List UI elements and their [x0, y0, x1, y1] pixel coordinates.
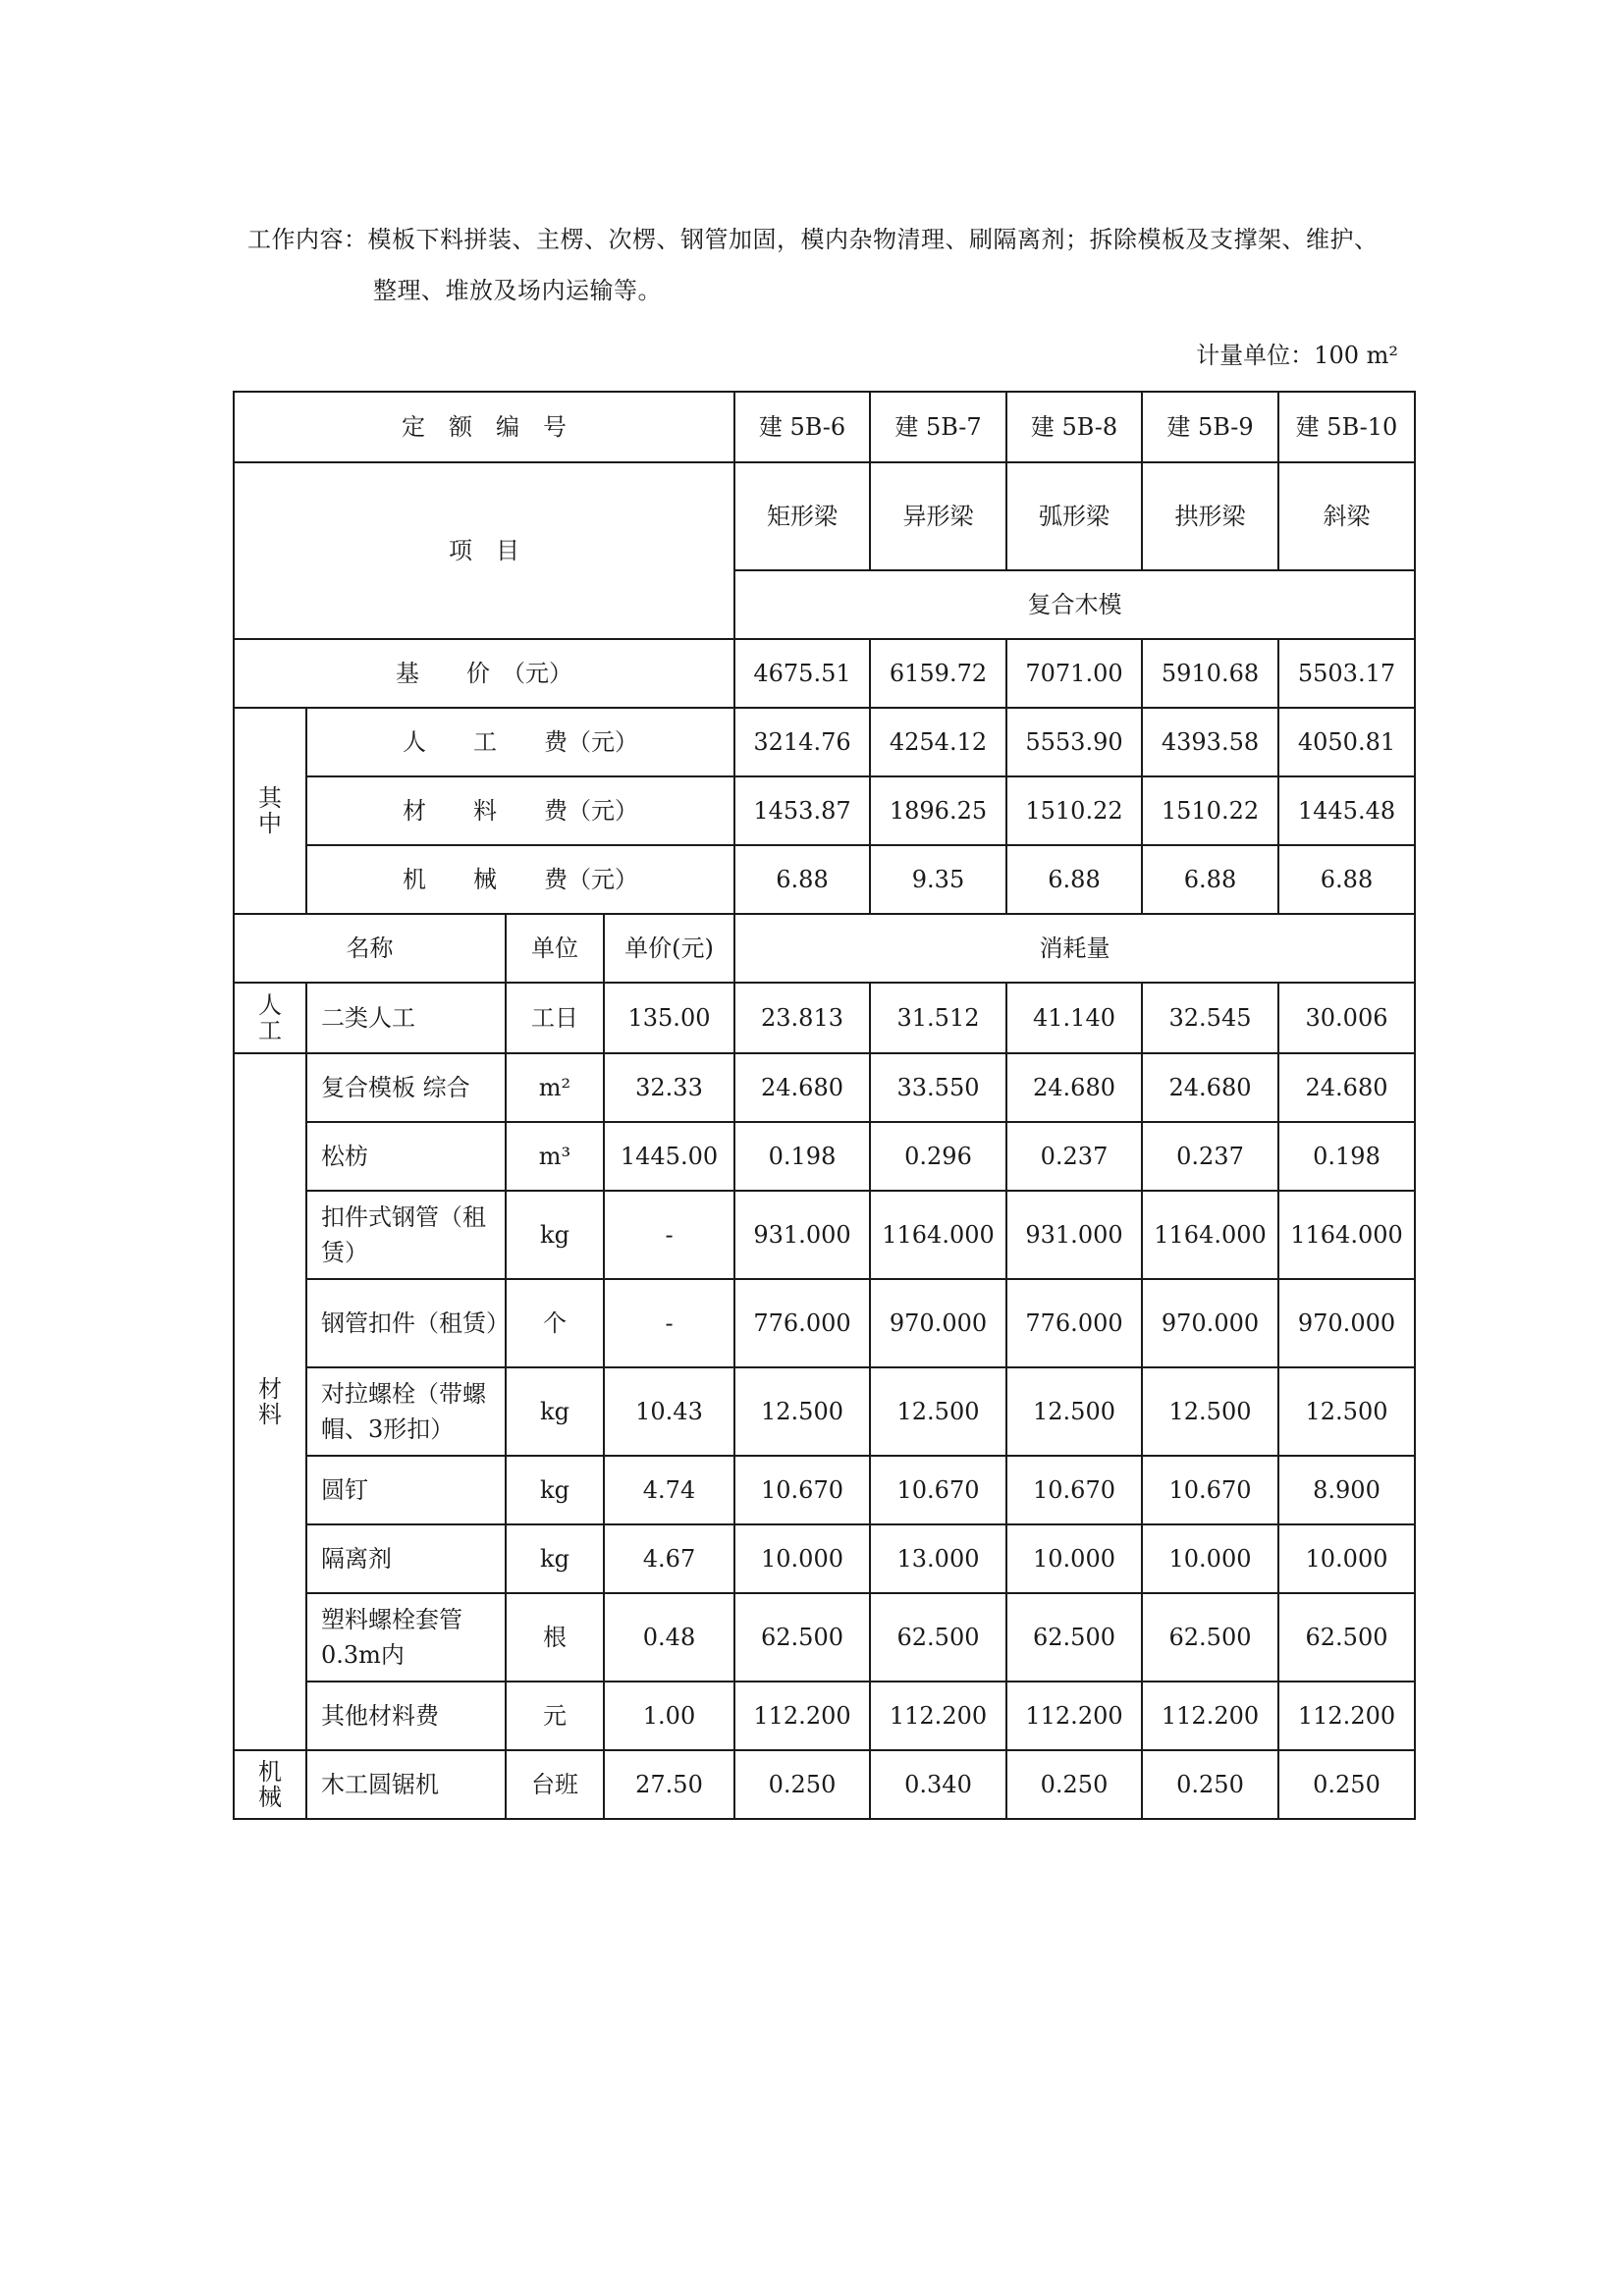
consumption-cell: 0.250	[734, 1750, 870, 1819]
item-name-cell: 矩形梁	[734, 462, 870, 570]
consumption-cell: 24.680	[1142, 1053, 1278, 1122]
consumption-cell: 1896.25	[870, 776, 1006, 845]
consumption-cell: 970.000	[1278, 1279, 1415, 1367]
resource-price: 0.48	[604, 1593, 734, 1682]
code-cell: 建 5B-9	[1142, 392, 1278, 462]
cost-row	[234, 708, 1415, 776]
consumption-cell: 0.237	[1006, 1122, 1142, 1191]
resource-price: -	[604, 1191, 734, 1279]
item-name-row	[234, 462, 1415, 570]
resource-name: 二类人工	[306, 983, 506, 1053]
group-label-char: 中	[258, 810, 282, 837]
group-label-char: 人	[258, 991, 282, 1019]
consumption-cell: 12.500	[734, 1367, 870, 1456]
consumption-cell: 112.200	[870, 1682, 1006, 1750]
item-name-cell: 拱形梁	[1142, 462, 1278, 570]
resource-price: 1445.00	[604, 1122, 734, 1191]
resource-price: -	[604, 1279, 734, 1367]
consumption-cell: 0.250	[1006, 1750, 1142, 1819]
consumption-cell: 4393.58	[1142, 708, 1278, 776]
consumption-cell: 62.500	[1142, 1593, 1278, 1682]
base-price-cell: 5503.17	[1278, 639, 1415, 708]
consumption-cell: 10.000	[734, 1524, 870, 1593]
consumption-cell: 10.670	[734, 1456, 870, 1524]
consumption-cell: 3214.76	[734, 708, 870, 776]
resource-unit: m²	[506, 1053, 604, 1122]
consumption-cell: 12.500	[1006, 1367, 1142, 1456]
consumption-cell: 10.000	[1278, 1524, 1415, 1593]
consumption-cell: 62.500	[870, 1593, 1006, 1682]
consumption-cell: 970.000	[870, 1279, 1006, 1367]
work-content-line-2: 整理、堆放及场内运输等。	[373, 277, 662, 304]
resource-price: 4.67	[604, 1524, 734, 1593]
resource-price: 32.33	[604, 1053, 734, 1122]
consumption-cell: 62.500	[1006, 1593, 1142, 1682]
resource-price: 135.00	[604, 983, 734, 1053]
group-label-char: 工	[258, 1017, 282, 1044]
cost-row	[234, 845, 1415, 914]
consumption-cell: 6.88	[1006, 845, 1142, 914]
consumption-cell: 33.550	[870, 1053, 1006, 1122]
item-name-cell: 异形梁	[870, 462, 1006, 570]
base-price-cell: 6159.72	[870, 639, 1006, 708]
resource-unit: 根	[506, 1593, 604, 1682]
resource-price: 10.43	[604, 1367, 734, 1456]
resource-row	[234, 1053, 1415, 1122]
item-name-cell: 斜梁	[1278, 462, 1415, 570]
cost-label: 材 料 费（元）	[306, 776, 734, 845]
resource-unit: kg	[506, 1524, 604, 1593]
code-cell: 建 5B-7	[870, 392, 1006, 462]
consumption-cell: 32.545	[1142, 983, 1278, 1053]
consumption-cell: 776.000	[734, 1279, 870, 1367]
resource-row	[234, 1593, 1415, 1682]
resource-row	[234, 1279, 1415, 1367]
consumption-cell: 10.000	[1006, 1524, 1142, 1593]
resource-name: 木工圆锯机	[306, 1750, 506, 1819]
header-name: 名称	[234, 914, 506, 983]
consumption-cell: 1445.48	[1278, 776, 1415, 845]
resource-row	[234, 1191, 1415, 1279]
consumption-cell: 5553.90	[1006, 708, 1142, 776]
consumption-cell: 1164.000	[1278, 1191, 1415, 1279]
consumption-cell: 6.88	[1278, 845, 1415, 914]
consumption-cell: 24.680	[1006, 1053, 1142, 1122]
resource-name: 钢管扣件（租赁）	[306, 1279, 506, 1367]
group-label	[234, 1053, 306, 1750]
consumption-cell: 24.680	[734, 1053, 870, 1122]
consumption-cell: 931.000	[734, 1191, 870, 1279]
consumption-cell: 0.198	[734, 1122, 870, 1191]
consumption-cell: 0.340	[870, 1750, 1006, 1819]
resource-unit: 元	[506, 1682, 604, 1750]
work-content	[247, 214, 1416, 316]
consumption-cell: 0.198	[1278, 1122, 1415, 1191]
group-label	[234, 983, 306, 1053]
consumption-cell: 6.88	[734, 845, 870, 914]
consumption-cell: 10.670	[1006, 1456, 1142, 1524]
consumption-cell: 6.88	[1142, 845, 1278, 914]
resource-name: 其他材料费	[306, 1682, 506, 1750]
resource-name: 扣件式钢管（租赁）	[306, 1191, 506, 1279]
consumption-cell: 1510.22	[1142, 776, 1278, 845]
resource-name: 隔离剂	[306, 1524, 506, 1593]
mold-type: 复合木模	[734, 570, 1415, 639]
consumption-cell: 0.296	[870, 1122, 1006, 1191]
resource-row	[234, 1367, 1415, 1456]
resource-name: 复合模板 综合	[306, 1053, 506, 1122]
consumption-cell: 12.500	[1278, 1367, 1415, 1456]
resource-unit: 个	[506, 1279, 604, 1367]
consumption-cell: 112.200	[734, 1682, 870, 1750]
base-price-row	[234, 639, 1415, 708]
consumption-cell: 112.200	[1278, 1682, 1415, 1750]
consumption-cell: 112.200	[1142, 1682, 1278, 1750]
quota-table	[233, 391, 1416, 1820]
group-label-char: 械	[258, 1784, 282, 1811]
resource-name: 对拉螺栓（带螺帽、3形扣）	[306, 1367, 506, 1456]
consumption-cell: 4050.81	[1278, 708, 1415, 776]
resource-unit: 台班	[506, 1750, 604, 1819]
resource-name: 松枋	[306, 1122, 506, 1191]
consumption-cell: 12.500	[870, 1367, 1006, 1456]
consumption-cell: 0.250	[1142, 1750, 1278, 1819]
consumption-cell: 1164.000	[870, 1191, 1006, 1279]
item-label: 项 目	[234, 462, 734, 639]
consumption-cell: 970.000	[1142, 1279, 1278, 1367]
resource-price: 27.50	[604, 1750, 734, 1819]
header-consumption: 消耗量	[734, 914, 1415, 983]
consumption-cell: 23.813	[734, 983, 870, 1053]
base-price-label: 基 价 （元）	[234, 639, 734, 708]
consumption-cell: 0.250	[1278, 1750, 1415, 1819]
quota-table-body	[234, 392, 1415, 1819]
consumption-cell: 62.500	[734, 1593, 870, 1682]
cost-label: 人 工 费（元）	[306, 708, 734, 776]
group-label	[234, 1750, 306, 1819]
resource-name: 圆钉	[306, 1456, 506, 1524]
cost-label: 机 械 费（元）	[306, 845, 734, 914]
code-cell: 建 5B-10	[1278, 392, 1415, 462]
header-unit: 单位	[506, 914, 604, 983]
code-cell: 建 5B-8	[1006, 392, 1142, 462]
consumption-cell: 24.680	[1278, 1053, 1415, 1122]
consumption-cell: 31.512	[870, 983, 1006, 1053]
resource-row	[234, 1682, 1415, 1750]
code-cell: 建 5B-6	[734, 392, 870, 462]
work-content-line-1: 工作内容：模板下料拼装、主楞、次楞、钢管加固，模内杂物清理、刷隔离剂；拆除模板及支撑架、维护、	[247, 226, 1379, 253]
code-row	[234, 392, 1415, 462]
consumption-cell: 1164.000	[1142, 1191, 1278, 1279]
measurement-unit: 计量单位：100 m²	[1196, 342, 1398, 369]
resource-unit: 工日	[506, 983, 604, 1053]
consumption-cell: 931.000	[1006, 1191, 1142, 1279]
resource-price: 1.00	[604, 1682, 734, 1750]
group-label-char: 其	[258, 784, 282, 812]
consumption-cell: 41.140	[1006, 983, 1142, 1053]
header-price: 单价(元)	[604, 914, 734, 983]
resource-row	[234, 1456, 1415, 1524]
base-price-cell: 4675.51	[734, 639, 870, 708]
resource-row	[234, 1122, 1415, 1191]
consumption-cell: 1510.22	[1006, 776, 1142, 845]
consumption-cell: 8.900	[1278, 1456, 1415, 1524]
resource-row	[234, 1524, 1415, 1593]
group-label-char: 材	[258, 1375, 282, 1403]
column-header-row	[234, 914, 1415, 983]
consumption-cell: 0.237	[1142, 1122, 1278, 1191]
group-label-char: 机	[258, 1758, 282, 1786]
resource-unit: kg	[506, 1191, 604, 1279]
consumption-cell: 30.006	[1278, 983, 1415, 1053]
resource-price: 4.74	[604, 1456, 734, 1524]
group-label	[234, 708, 306, 914]
item-name-cell: 弧形梁	[1006, 462, 1142, 570]
consumption-cell: 4254.12	[870, 708, 1006, 776]
consumption-cell: 12.500	[1142, 1367, 1278, 1456]
resource-unit: m³	[506, 1122, 604, 1191]
consumption-cell: 9.35	[870, 845, 1006, 914]
consumption-cell: 112.200	[1006, 1682, 1142, 1750]
consumption-cell: 776.000	[1006, 1279, 1142, 1367]
resource-unit: kg	[506, 1367, 604, 1456]
consumption-cell: 62.500	[1278, 1593, 1415, 1682]
base-price-cell: 5910.68	[1142, 639, 1278, 708]
cost-row	[234, 776, 1415, 845]
resource-row	[234, 1750, 1415, 1819]
base-price-cell: 7071.00	[1006, 639, 1142, 708]
code-label: 定 额 编 号	[234, 392, 734, 462]
consumption-cell: 10.000	[1142, 1524, 1278, 1593]
group-label-char: 料	[258, 1401, 282, 1428]
resource-row	[234, 983, 1415, 1053]
consumption-cell: 10.670	[870, 1456, 1006, 1524]
consumption-cell: 1453.87	[734, 776, 870, 845]
consumption-cell: 10.670	[1142, 1456, 1278, 1524]
resource-unit: kg	[506, 1456, 604, 1524]
resource-name: 塑料螺栓套管0.3m内	[306, 1593, 506, 1682]
consumption-cell: 13.000	[870, 1524, 1006, 1593]
